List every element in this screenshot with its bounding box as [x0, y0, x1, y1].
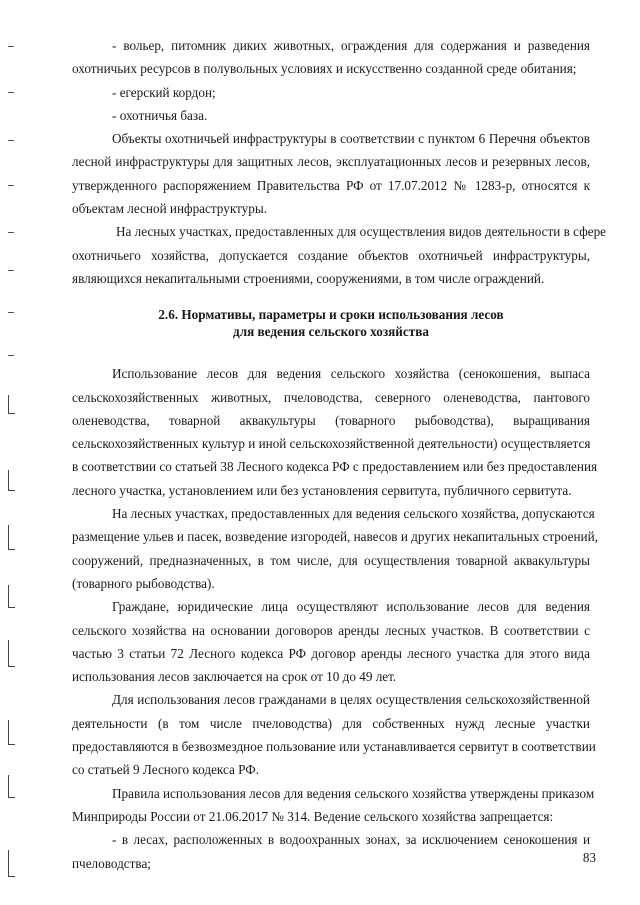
text-line: деятельности (в том числе пчеловодства) для собственных нужд лесные участки: [72, 715, 590, 731]
text-line: сооружений, предназначенных, в том числе, для осуществления товарной аквакультуры: [72, 552, 590, 568]
text-line: лесной инфраструктуры для защитных лесов, эксплуатационных лесов и резервных лесов,: [72, 154, 590, 170]
section-heading-line-1: 2.6. Нормативы, параметры и сроки использования лесов: [158, 307, 504, 323]
margin-bracket: [8, 585, 15, 608]
text-line: Граждане, юридические лица осуществляют использование лесов для ведения: [112, 599, 590, 615]
text-line: со статьей 9 Лесного кодекса РФ.: [72, 762, 259, 778]
text-line: - охотничья база.: [112, 107, 208, 123]
margin-tick: [8, 312, 14, 313]
margin-bracket: [8, 775, 15, 798]
text-line: объектам лесной инфраструктуры.: [72, 201, 267, 217]
text-line: - в лесах, расположенных в водоохранных зонах, за исключением сенокошения и: [112, 832, 590, 848]
text-line: размещение ульев и пасек, возведение изгородей, навесов и других некапитальных строений,: [72, 529, 598, 545]
text-line: использования лесов заключается на срок от 10 до 49 лет.: [72, 669, 397, 685]
section-hunting-infrastructure: [72, 34, 607, 290]
text-line: являющихся некапитальными строениями, сооружениями, в том числе ограждений.: [72, 270, 545, 286]
text-line: в соответствии со статьей 38 Лесного кодекса РФ с предоставлением или без предоставления: [72, 459, 598, 475]
text-line: лесного участка, установлением или без установления сервитута, публичного сервитута.: [72, 482, 572, 498]
text-line: пчеловодства;: [72, 855, 151, 871]
section-agriculture: [72, 362, 598, 875]
section-heading-line-2: для ведения сельского хозяйства: [233, 324, 429, 340]
text-line: охотничьих ресурсов в полувольных условиях и искусственно созданной среде обитания;: [72, 61, 577, 77]
margin-tick: [8, 232, 14, 233]
text-line: сельскохозяйственных животных, пчеловодства, северного оленеводства, пантового: [72, 389, 590, 405]
margin-bracket: [8, 850, 15, 877]
text-line: На лесных участках, предоставленных для осуществления видов деятельности в сфере: [116, 224, 607, 240]
margin-bracket: [8, 720, 15, 745]
text-line: (товарного рыбоводства).: [72, 575, 215, 591]
text-line: сельскохозяйственных культур и иной сельскохозяйственной деятельности) осуществляется: [72, 436, 591, 452]
text-line: - егерский кордон;: [112, 84, 216, 100]
margin-tick: [8, 185, 14, 186]
margin-tick: [8, 140, 14, 141]
document-body: [72, 34, 607, 875]
text-line: - вольер, питомник диких животных, ограждения для содержания и разведения: [112, 38, 590, 53]
text-line: предоставляются в безвозмездное пользование или устанавливается сервитут в соответствии: [72, 739, 596, 755]
text-line: Для использования лесов гражданами в целях осуществления сельскохозяйственной: [112, 692, 590, 708]
margin-tick: [8, 270, 14, 271]
text-line: Минприроды России от 21.06.2017 № 314. Ведение сельского хозяйства запрещается:: [72, 808, 554, 824]
margin-tick: [8, 92, 14, 93]
margin-bracket: [8, 470, 15, 491]
text-line: Правила использования лесов для ведения сельского хозяйства утверждены приказом: [112, 785, 595, 801]
page-number: 83: [582, 850, 596, 865]
text-line: утвержденного распоряжением Правительства РФ от 17.07.2012 № 1283-р, относятся к: [72, 177, 590, 193]
margin-tick: [8, 355, 14, 356]
text-line: Объекты охотничьей инфраструктуры в соответствии с пунктом 6 Перечня объектов: [112, 131, 590, 147]
margin-bracket: [8, 640, 15, 667]
text-line: Использование лесов для ведения сельского хозяйства (сенокошения, выпаса: [112, 366, 590, 382]
binding-margin-marks: [0, 0, 24, 905]
margin-tick: [8, 46, 14, 47]
section-heading: [72, 306, 590, 340]
text-line: частью 3 статьи 72 Лесного кодекса РФ договор аренды лесного участка для этого вида: [72, 645, 590, 661]
text-line: охотничьего хозяйства, допускается создание объектов охотничьей инфраструктуры,: [72, 247, 590, 263]
text-line: оленеводства, товарной аквакультуры (товарного рыбоводства), выращивания: [72, 412, 590, 428]
text-line: На лесных участках, предоставленных для ведения сельского хозяйства, допускаются: [112, 506, 595, 522]
margin-bracket: [8, 395, 15, 414]
text-line: сельского хозяйства на основании договоров аренды лесных участков. В соответствии с: [72, 622, 590, 638]
margin-bracket: [8, 525, 15, 550]
